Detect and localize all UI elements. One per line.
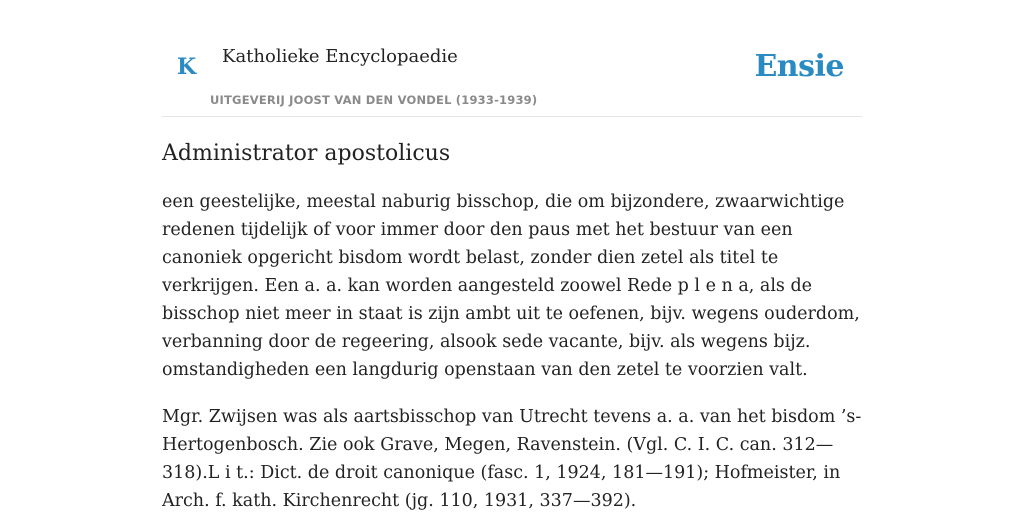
article-title: Administrator apostolicus	[162, 141, 451, 166]
site-header	[162, 0, 862, 117]
publisher-label: UITGEVERIJ JOOST VAN DEN VONDEL (1933-1939)	[210, 93, 538, 107]
ensie-brand-link[interactable]: Ensie	[754, 49, 844, 84]
article	[162, 138, 862, 512]
book-title[interactable]: Katholieke Encyclopaedie	[222, 46, 458, 67]
article-paragraph-2: Mgr. Zwijsen was als aartsbisschop van Utrecht tevens a. a. van het bisdom ’s-Hertogenbosch. Zie ook Grave, Megen, Ravenstein. (Vgl. C. I. C. can. 312—318).L i t.: Dict. de droit canonique (fasc. 1, 1924, 181—191); Hofmeister, in Arch. f. kath. Kirchenrecht (jg. 110, 1931, 337—392).	[162, 407, 862, 511]
book-logo-link[interactable]: K	[177, 54, 197, 80]
article-paragraph-1: een geestelijke, meestal naburig bisschop, die om bijzondere, zwaarwichtige redenen tijdelijk of voor immer door den paus met het bestuur van een canoniek opgericht bisdom wordt belast, zonder dien zetel als titel te verkrijgen. Een a. a. kan worden aangesteld zoowel Rede p l e n a, als de bisschop niet meer in staat is zijn ambt uit te oefenen, bijv. wegens ouderdom, verbanning door de regeering, alsook sede vacante, bijv. als wegens bijz. omstandigheden een langdurig openstaan van den zetel te voorzien valt.	[162, 192, 860, 380]
